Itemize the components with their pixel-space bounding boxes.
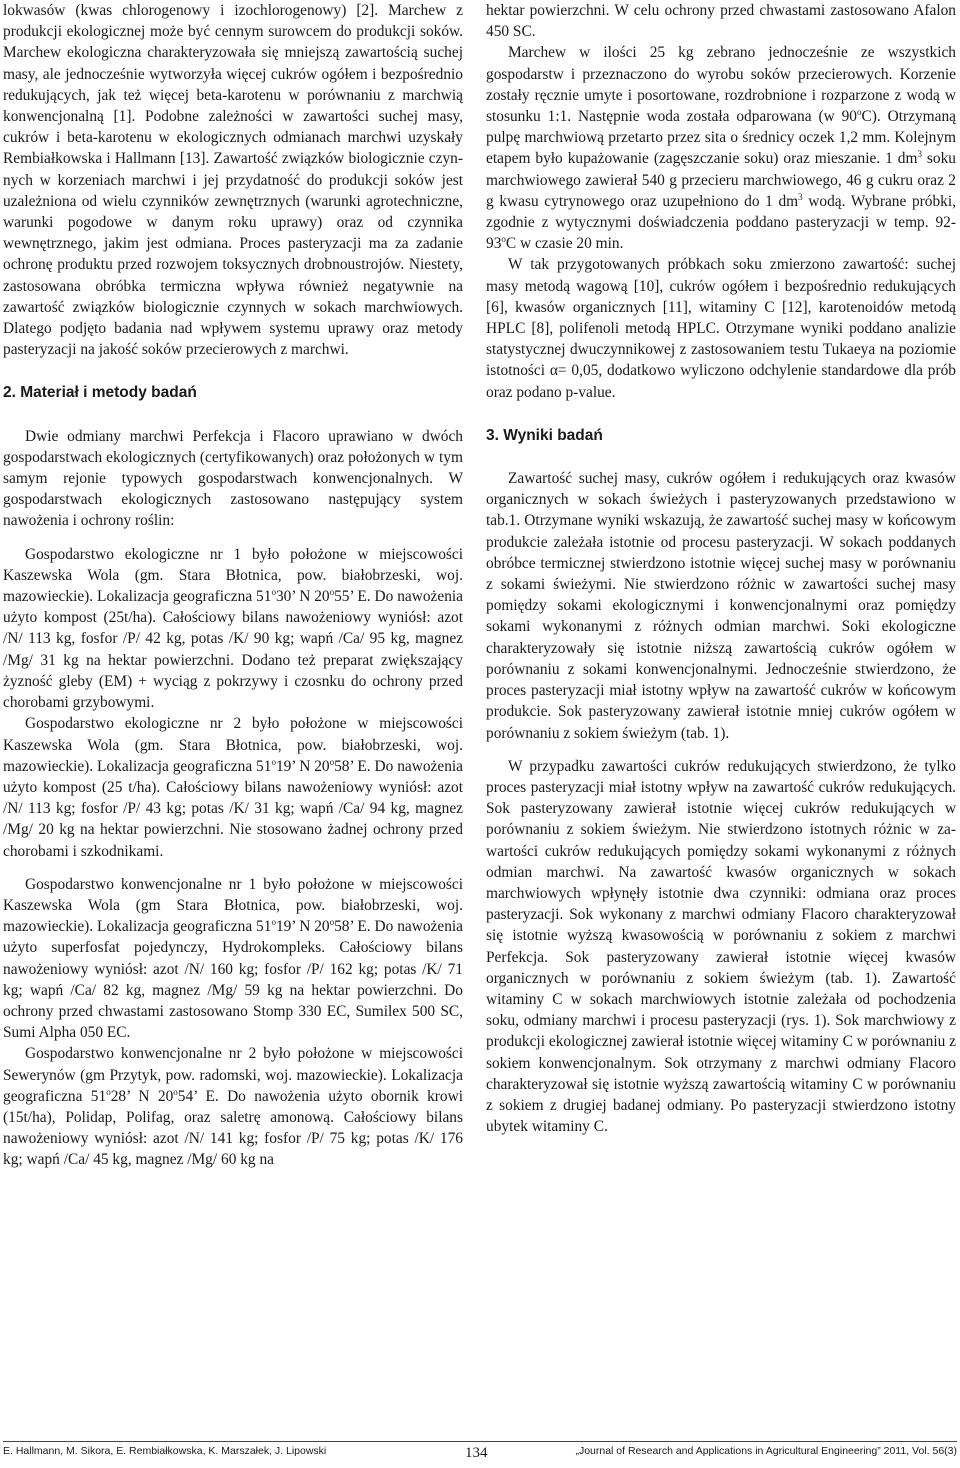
footer-authors: E. Hallmann, M. Sikora, E. Rembiałkowska, K. Marszałek, J. Lipowski — [3, 1445, 327, 1457]
farm-conv-2-paragraph — [3, 1043, 463, 1170]
juice-text-a: Marchew w ilości 25 kg zebrano jednocześnie ze wszystkich gospodarstw i przeznaczono do wyrobu soków przecierowych. Korzenie zostały ręcznie umyte i posortowane, rozdrobnione i rozparzone z wodą w stosunku 1:1. Następnie woda została odparowana (w 90 — [486, 44, 956, 126]
juice-text-e: C w czasie 20 min. — [505, 235, 624, 253]
degree-sup: o — [173, 1086, 178, 1097]
farm-eco-1-paragraph — [3, 544, 463, 714]
footer-divider — [3, 1441, 957, 1442]
farm-conv-2-text-b: 28’ N 20 — [110, 1087, 174, 1105]
farm-eco-1-text-b: 30’ N 20 — [275, 588, 330, 606]
degree-sup: o — [106, 1086, 111, 1097]
spacer — [3, 862, 463, 874]
farm-conv-1-paragraph — [3, 874, 463, 1044]
footer-journal: „Journal of Research and Applications in Agricultural Engineering” 2011, Vol. 56(3) — [575, 1445, 957, 1457]
spacer — [486, 403, 956, 425]
spacer — [3, 360, 463, 382]
degree-sup: o — [856, 107, 862, 118]
page-number: 134 — [465, 1445, 488, 1461]
farm-conv-1-text-a: Gospodarstwo konwencjonalne nr 1 było położone w miejscowości Kaszewska Wola (gm Stara Błotnica, pow. białobrzeski, woj. mazowieckie). Lokalizacja geograficzna 51 — [3, 875, 463, 936]
juice-text-d: wodą. Wybrane próbki, zgodnie z wytycznymi doświadczenia poddano pasteryzacji w temp. 92-93 — [486, 192, 956, 253]
degree-sup: o — [329, 587, 335, 598]
right-column — [486, 0, 956, 1137]
farm-eco-2-text-b: 19’ N 20 — [275, 757, 330, 775]
degree-sup: o — [271, 587, 276, 598]
juice-text-b: C). Otrzymaną pulpę marchwiową przetarto przez sita o średnicy oczek 1,2 mm. Kolejnym etapem było kupażowanie (zagęszczanie soku) oraz mieszanie. 1 dm — [486, 108, 956, 168]
degree-sup: o — [271, 917, 276, 928]
farm-eco-2-text-a: Gospodarstwo ekologiczne nr 2 było położone w miejscowości Kaszewska Wola (gm. Stara Błotnica, pow. białobrzeski, woj. mazowieckie). Lokalizacja geograficzna 51 — [3, 715, 463, 775]
farm-conv-2-text-c: 54’ E. Do nawożenia użyto obornik krowi (15t/ha), Polidap, Polifag, oraz saletrę amonową. Całościowy bilans nawożeniowy wyniósł: azot /N/ 141 kg; fosfor /P/ 75 kg; potas /K/ 176 kg; wapń /Ca/ 45 kg, magnez /Mg/ 60 kg na — [3, 1087, 464, 1169]
farm-conv-1-text-b: 19’ N 20 — [275, 918, 330, 936]
analysis-paragraph: W tak przygotowanych próbkach soku zmierzono zawartość: suchej masy metodą wagową [10], cukrów ogółem i bezpośrednio redukujących [6], kwasów organicznych [11], witaminy C [12], karotenoidów metodą HPLC [8], polifenoli metodą HPLC. Otrzymane wyniki poddano analizie statystycznej dwuczynnikowej z zastosowaniem testu Tukaeya na poziomie istotności α= 0,05, dodatkowo wyliczono odchylenie standardowe dla prób oraz podano p-value. — [486, 256, 956, 401]
cubic-sup: 3 — [917, 149, 922, 160]
spacer — [486, 446, 956, 468]
farm-eco-2-text-c: 58’ E. Do nawożenia użyto kompost (25 t/ha). Całościowy bilans nawożeniowy wyniósł: azot /N/ 113 kg; fosfor /P/ 43 kg; potas /K/ 31 kg; wapń /Ca/ 94 kg, magnez /Mg/ 20 kg na hektar powierzchni. Nie stosowano żadnej ochrony przed chorobami i szkodnikami. — [3, 757, 463, 860]
degree-sup: o — [271, 756, 276, 767]
section-heading-results: 3. Wyniki badań — [486, 426, 603, 444]
page-footer — [3, 1441, 957, 1461]
methods-paragraph: Dwie odmiany marchwi Perfekcja i Flacoro uprawiano w dwóch gospodarstwach ekologicznych (certyfikowanych) oraz położonych w tym samym rejonie typowych gospodarstwach konwencjonalnych. W gospodarstwach ekologicznych zastosowano następujący system nawożenia i ochrony roślin: — [3, 427, 463, 530]
intro-paragraph: lokwasów (kwas chlorogenowy i izochlorogenowy) [2]. Marchew z produkcji ekologicznej może być cennym surowcem do produkcji soków. Marchew ekologiczna charakteryzowała się mniejszą zawartością suchej masy, ale jednocześnie wytworzyła więcej cukrów ogółem i bezpośrednio redukujących, jak też więcej beta-karotenu w porównaniu z marchwią konwencjonalną [1]. Podobne zależności w zawartości suchej masy, cukrów i beta-karotenu w ekologicznych odmianach marchwi uzyskały Rembiałkowska i Hallmann [13]. Zawartość związków biologicznie czynnych w korzeniach marchwi i jej przydatność do produkcji soków jest uzależniona od wielu czynników zewnętrznych (warunki agrotechniczne, warunki pogodowe w danym roku uprawy) oraz od czynnika wewnętrznego, jakim jest odmiana. Proces pasteryzacji ma za zadanie ochronę produktu przed rozwojem toksycznych drobnoustrojów. Niestety, zastosowana obróbka termiczna wpływa również negatywnie na zawartość związków biologicznie czynnych w sokach marchwiowych. Dlatego podjęto badania nad wpływem systemu uprawy oraz metody pasteryzacji na jakość soków przecierowych z marchwi. — [3, 2, 463, 359]
results-paragraph-1: Zawartość suchej masy, cukrów ogółem i redukujących oraz kwasów organicznych w sokach świeżych i pasteryzowanych przedstawiono w tab.1. Otrzymane wyniki wskazują, że zawartość suchej masy w końcowym produkcie zależała istotnie od procesu pasteryzacji. W sokach poddanych obróbce termicznej stwierdzono istotnie więcej suchej masy w porównaniu z sokami świeżymi. Nie stwierdzono różnic w zawartości suchej masy pomiędzy sokami ekologicznymi i konwencjonalnymi oraz pomiędzy sokami wykonanymi z różnych odmian marchwi. Soki ekologiczne charakteryzowały się istotnie niższą zawartością cukrów ogółem w porównaniu z sokami konwencjonalnymi. Jednocześnie stwierdzono, że proces pasteryzacji miał istotny wpływ na zawartość cukrów w końcowym produkcie. Sok pasteryzowany zawierał istotnie mniej cukrów ogółem w porównaniu z sokiem świeżym (tab. 1). — [486, 470, 956, 742]
juice-preparation-paragraph — [486, 42, 956, 254]
continued-paragraph: hektar powierzchni. W celu ochrony przed chwastami zastosowano Afalon 450 SC. — [486, 2, 956, 41]
cubic-sup: 3 — [798, 191, 803, 202]
farm-eco-1-text-a: Gospodarstwo ekologiczne nr 1 było położone w miejscowości Kaszewska Wola (gm. Stara Błotnica, pow. białobrzeski, woj. mazowieckie). Lokalizacja geograficzna 51 — [3, 545, 463, 606]
farm-conv-2-text-a: Gospodarstwo konwencjonalne nr 2 było położone w miejscowości Sewerynów (gm Przytyk, pow. radomski, woj. mazowieckie). Lokalizacja geograficzna 51 — [3, 1045, 463, 1105]
juice-text-c: soku marchwiowego zawierał 540 g przecieru marchwiowego, 46 g cukru oraz 2 g kwasu cytrynowego oraz uzupełniono do 1 dm — [486, 150, 956, 210]
spacer — [3, 532, 463, 544]
degree-sup: o — [329, 917, 335, 928]
spacer — [486, 744, 956, 756]
degree-sup: o — [329, 756, 335, 767]
farm-conv-1-text-c: 58’ E. Do nawożenia użyto superfosfat pojedynczy, Hydrokompleks. Całościowy bilans nawożeniowy wyniósł: azot /N/ 160 kg; fosfor /P/ 162 kg; potas /K/ 71 kg; wapń /Ca/ 82 kg, magnez /Mg/ 59 kg na hektar powierzchni. Do ochrony przed chwastami zastosowano Stomp 330 EC, Sumilex 500 SC, Sumi Alpha 050 EC. — [3, 918, 463, 1042]
spacer — [3, 404, 463, 426]
left-column — [3, 0, 463, 1171]
farm-eco-2-paragraph — [3, 713, 463, 861]
results-paragraph-2: W przypadku zawartości cukrów redukujących stwierdzono, że tylko proces pasteryzacji miał istotny wpływ na zawartość cukrów redukujących. Sok pasteryzowany zawierał istotnie więcej cukrów redukujących w porównaniu z sokiem świeżym. Nie stwierdzono istotnych różnic w zawartości cukrów redukujących pomiędzy sokami wykonanymi z różnych odmian marchwi. Na zawartość kwasów organicznych w sokach marchwiowych wpłynęły istotnie dwa czynniki: odmiana oraz proces pasteryzacji. Sok wykonany z marchwi odmiany Flacoro charakteryzował się istotnie wyższą kwasowością w porównaniu z sokiem z marchwi Perfekcja. Sok pasteryzowany zawierał istotnie więcej kwasów organicznych w porównaniu z sokiem świeżym (tab. 1). Zawartość witaminy C w sokach marchwiowych istotnie zależała od pochodzenia soku, odmiany marchwi i procesu pasteryzacji (rys. 1). Sok marchwiowy z produkcji ekologicznej zawierał istotnie więcej witaminy C w porównaniu z sokiem konwencjonalnym. Sok otrzymany z marchwi odmiany Flacoro charakteryzował się istotnie wyższą zawartością witaminy C w porównaniu z sokiem z drugiej badanej odmiany. Po pasteryzacji stwierdzono istotny ubytek witaminy C. — [486, 757, 956, 1136]
degree-sup: o — [501, 234, 506, 245]
farm-eco-1-text-c: 55’ E. Do nawożenia użyto kompost (25t/ha). Całościowy bilans nawożeniowy wyniósł: azot /N/ 113 kg, fosfor /P/ 42 kg, potas /K/ 90 kg; wapń /Ca/ 95 kg, magnez /Mg/ 31 kg na hektar powierzchni. Dodano też preparat zwiększający żyzność gleby (EM) + wyciąg z pokrzywy i czosnku do ochrony przed chorobami grzybowymi. — [3, 588, 463, 712]
section-heading-materials-methods: 2. Materiał i metody badań — [3, 384, 197, 402]
